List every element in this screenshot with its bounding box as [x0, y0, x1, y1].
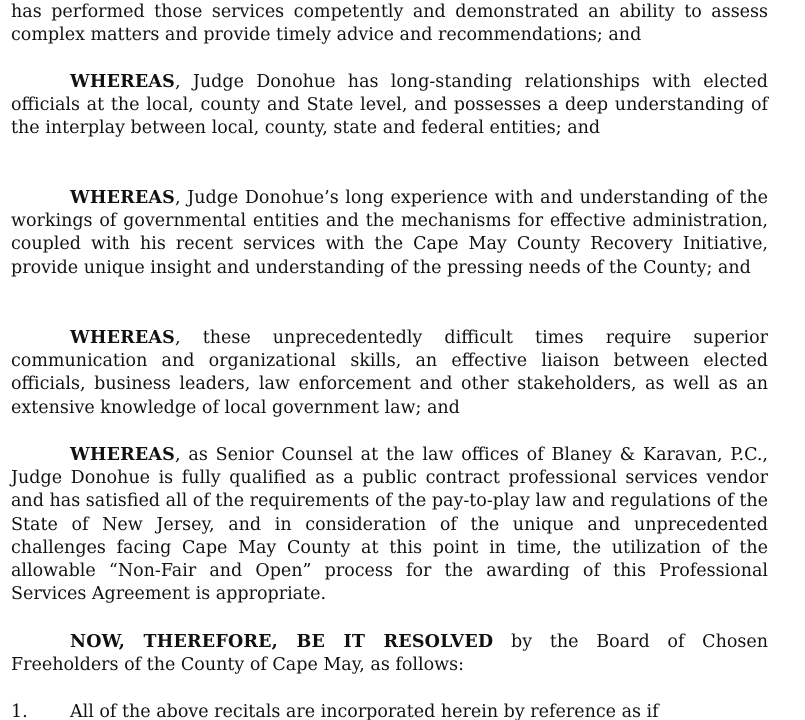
paragraph-text: , Judge Donohue has long-standing relationships with elected officials at the local, county and State level, and possesses a deep understanding of the interplay between local, county, state and federal entities; and — [11, 72, 768, 139]
whereas-keyword: WHEREAS — [70, 72, 176, 92]
paragraph-text: by the Board of Chosen Freeholders of the County of Cape May, as follows: — [11, 632, 768, 676]
paragraph-text: , Judge Donohue’s long experience with and understanding of the workings of governmental entities and the mechanisms for effective administration, coupled with his recent services with the Cape May County Recovery Initiative, provide unique insight and understanding of the pressing needs of the County; and — [11, 188, 768, 278]
resolved-keyword: NOW, THEREFORE, BE IT RESOLVED — [70, 632, 494, 652]
numbered-item-1 — [11, 701, 768, 720]
paragraph-text: has performed those services competently and demonstrated an ability to assess complex matters and provide timely advice and recommendations; and — [11, 2, 768, 46]
paragraph-resolved — [11, 631, 768, 677]
item-text: All of the above recitals are incorporated herein by reference as if — [70, 702, 659, 720]
item-number: 1. — [11, 702, 28, 720]
paragraph-whereas-difficult-times — [11, 327, 768, 420]
paragraph-whereas-experience — [11, 187, 768, 280]
whereas-keyword: WHEREAS — [70, 188, 176, 208]
paragraph-whereas-senior-counsel — [11, 444, 768, 606]
paragraph-text: , these unprecedentedly difficult times require superior communication and organizational skills, an effective liaison between elected officials, business leaders, law enforcement and other stakeholders, as well as an extensive knowledge of local government law; and — [11, 328, 768, 418]
paragraph-text: , as Senior Counsel at the law offices of Blaney & Karavan, P.C., Judge Donohue is fully qualified as a public contract professional services vendor and has satisfied all of the requirements of the pay-to-play law and regulations of the State of New Jersey, and in consideration of the unique and unprecedented challenges facing Cape May County at this point in time, the utilization of the allowable “Non-Fair and Open” process for the awarding of this Professional Services Agreement is appropriate. — [11, 445, 768, 605]
paragraph-services — [11, 1, 768, 47]
whereas-keyword: WHEREAS — [70, 328, 176, 348]
paragraph-whereas-relationships — [11, 71, 768, 141]
whereas-keyword: WHEREAS — [70, 445, 176, 465]
